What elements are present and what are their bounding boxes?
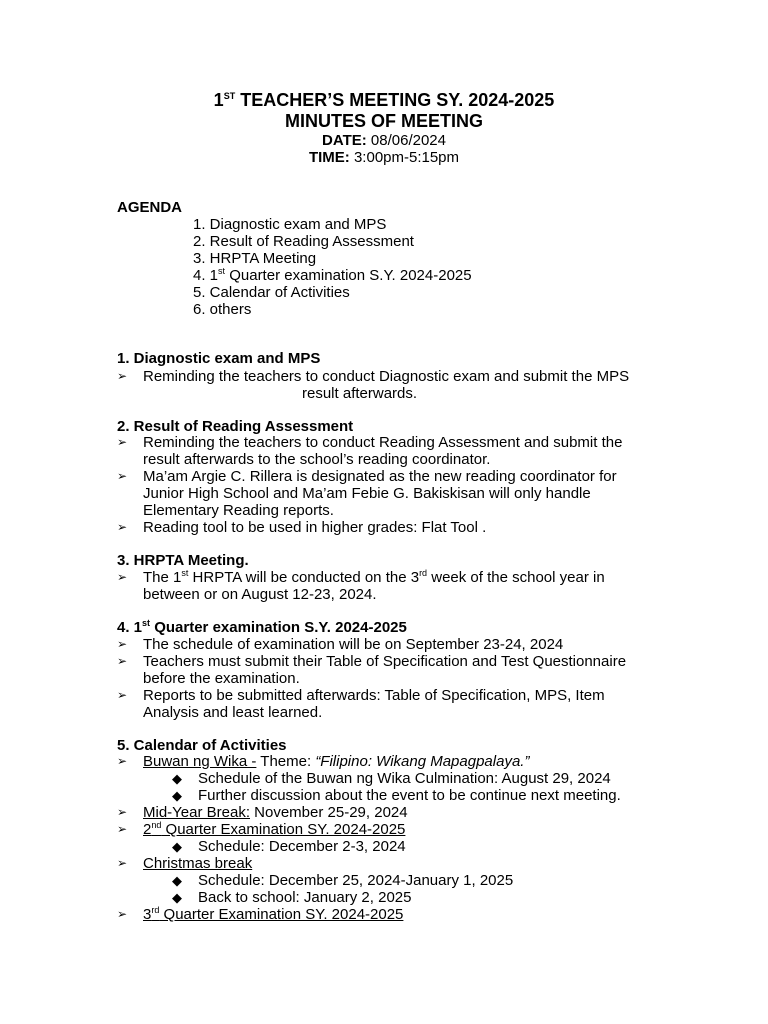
document-page: 1ST TEACHER’S MEETING SY. 2024-2025 MINUTES OF MEETING DATE: 08/06/2024 TIME: 3:00pm-5:15pm AGENDA 1. Diagnostic exam and MPS 2. Result of Reading Assessment 3. HRPTA Meeting 4. 1st Quarter examination S.Y. 2024-2025 5. Calendar of Activities 6. others 1. Diagnostic exam and MPS ➢ Reminding the teachers to conduct Diagnostic exam and submit the MPS result afterwards. 2. Result of Reading Assessment ➢ Reminding the teachers to conduct Reading Assessment and submit the result afterwards to the school’s reading coordinator. ➢ Ma’am Argie C. Rillera is designated as the new reading coordinator for Junior High School and Ma’am Febie G. Bakiskisan will only handle Elementary Reading reports. ➢ Reading tool to be used in higher grades: Flat Tool . 3. HRPTA Meeting. ➢ The 1st HRPTA will be conducted on the 3rd week of the school year in between or on August 12-23, 2024. 4. 1st Quarter examination S.Y. 2024-2025 ➢ The schedule of examination will be on September 23-24, 2024 ➢ Teachers must submit their Table of Specification and Test Questionnaire before the examination. ➢ Reports to be submitted afterwards: Table of Specification, MPS, Item Analysis and least learned. 5. Calendar of Activities ➢ Buwan ng Wika - Theme: “Filipino: Wikang Mapagpalaya.” ◆ Schedule of the Buwan ng Wika Culmination: August 29, 2024 ◆ Further discussion about the event to be continue next meeting. ➢ Mid-Year Break: November 25-29, 2024 ➢ 2nd Quarter Examination SY. 2024-2025 ◆ Schedule: December 2-3, 2024 ➢ Christmas break ◆ Schedule: December 25, 2024-January 1, 2025 ◆ Back to school: January 2, 2025 ➢ 3rd Quarter Examination SY. 2024-2025 — [0, 0, 768, 1024]
arrowhead-bullet-icon: ➢ — [117, 822, 128, 836]
diamond-bullet-icon: ◆ — [172, 890, 182, 905]
section-heading: 4. 1st Quarter examination S.Y. 2024-2025 — [117, 618, 407, 636]
agenda-heading: AGENDA — [117, 199, 183, 216]
agenda-item: 6. others — [193, 301, 252, 318]
meeting-time: TIME: 3:00pm-5:15pm — [308, 149, 460, 166]
arrowhead-bullet-icon: ➢ — [117, 688, 128, 702]
agenda-list — [193, 216, 472, 318]
section-heading: 1. Diagnostic exam and MPS — [117, 350, 321, 367]
agenda-item: 3. HRPTA Meeting — [193, 250, 317, 267]
arrowhead-bullet-icon: ➢ — [117, 754, 128, 768]
document-subtitle: MINUTES OF MEETING — [285, 111, 483, 131]
agenda-item: 2. Result of Reading Assessment — [193, 233, 414, 250]
agenda-item: 1. Diagnostic exam and MPS — [193, 216, 387, 233]
arrowhead-bullet-icon: ➢ — [117, 369, 128, 383]
diamond-bullet-icon: ◆ — [172, 788, 182, 803]
meeting-date: DATE: 08/06/2024 — [322, 132, 446, 149]
arrowhead-bullet-icon: ➢ — [117, 637, 128, 651]
agenda-item: 5. Calendar of Activities — [193, 284, 350, 301]
diamond-bullet-icon: ◆ — [172, 771, 182, 786]
arrowhead-bullet-icon: ➢ — [117, 520, 128, 534]
section-heading: 2. Result of Reading Assessment — [117, 418, 354, 435]
agenda-item: 4. 1st Quarter examination S.Y. 2024-2025 — [193, 266, 472, 284]
arrowhead-bullet-icon: ➢ — [117, 654, 128, 668]
section-heading: 3. HRPTA Meeting. — [117, 552, 249, 569]
arrowhead-bullet-icon: ➢ — [117, 805, 128, 819]
arrowhead-bullet-icon: ➢ — [117, 907, 128, 921]
diamond-bullet-icon: ◆ — [172, 839, 182, 854]
arrowhead-bullet-icon: ➢ — [117, 435, 128, 449]
arrowhead-bullet-icon: ➢ — [117, 570, 128, 584]
arrowhead-bullet-icon: ➢ — [117, 469, 128, 483]
bullet-continuation: result afterwards. — [302, 385, 418, 402]
section-heading: 5. Calendar of Activities — [117, 737, 287, 754]
diamond-bullet-icon: ◆ — [172, 873, 182, 888]
document-title: 1ST TEACHER’S MEETING SY. 2024-2025 — [213, 90, 555, 110]
arrowhead-bullet-icon: ➢ — [117, 856, 128, 870]
